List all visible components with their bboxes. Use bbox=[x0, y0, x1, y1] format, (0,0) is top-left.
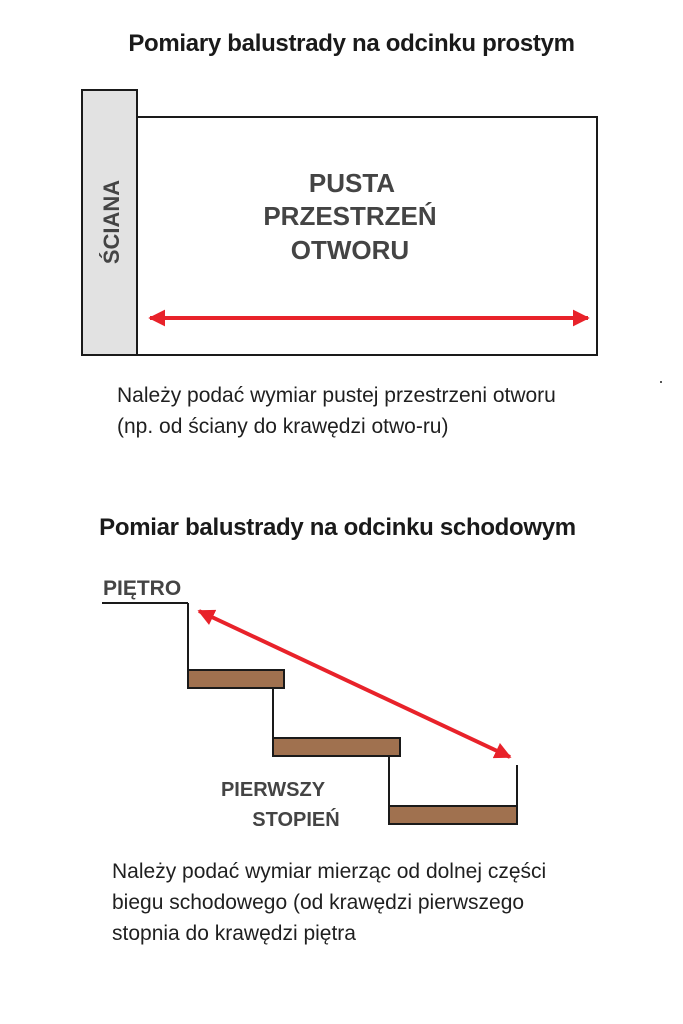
straight-section-note: Należy podać wymiar pustej przestrzeni otworu (np. od ściany do krawędzi otwo-ru) bbox=[117, 384, 556, 438]
straight-section-title: Pomiary balustrady na odcinku prostym bbox=[128, 30, 575, 57]
wall-label: ŚCIANA bbox=[99, 179, 124, 265]
stairs-section-title: Pomiar balustrady na odcinku schodowym bbox=[99, 514, 576, 541]
first-step-label-line-1: PIERWSZY bbox=[220, 779, 326, 801]
floor-label: PIĘTRO bbox=[103, 577, 182, 600]
opening-label-line-2: PRZESTRZEŃ bbox=[263, 201, 437, 231]
opening-label-line-1: PUSTA bbox=[308, 168, 396, 198]
first-step-label-line-2: STOPIEŃ bbox=[252, 809, 340, 831]
opening-label-line-3: OTWORU bbox=[290, 235, 410, 265]
stair-step-1 bbox=[188, 670, 284, 688]
first-step bbox=[389, 806, 517, 824]
stair-step-2 bbox=[273, 738, 400, 756]
stairs-section-note: Należy podać wymiar mierząc od dolnej części biegu schodowego (od krawędzi pierwszego stopnia do krawędzi piętra bbox=[112, 860, 547, 945]
stray-dot bbox=[660, 381, 662, 383]
